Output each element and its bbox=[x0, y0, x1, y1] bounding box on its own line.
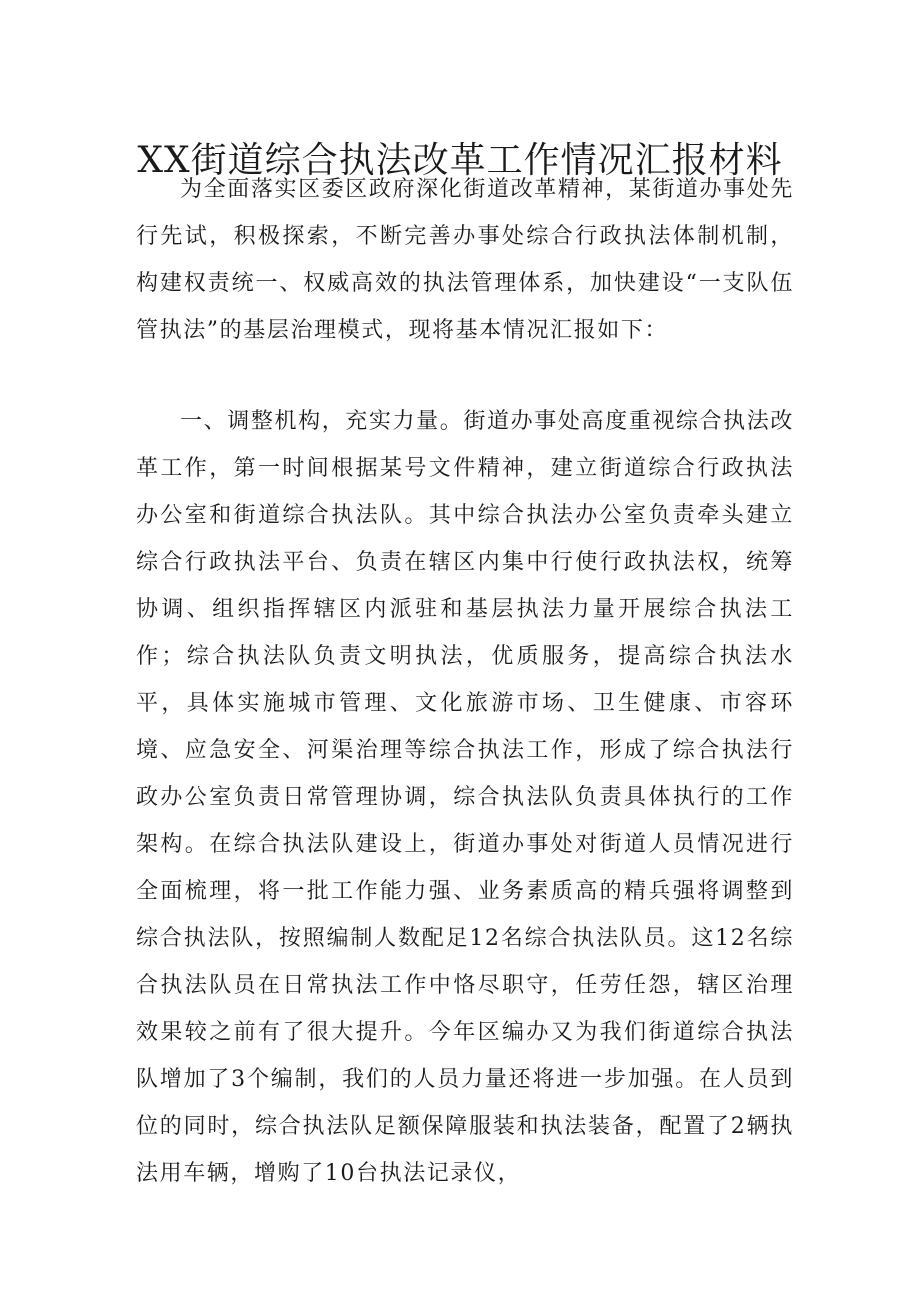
paragraph-intro: 为全面落实区委区政府深化街道改革精神，某街道办事处先行先试，积极探索，不断完善办事处综合行政执法体制机制，构建权责统一、权威高效的执法管理体系，加快建设“一支队伍管执法”的基层治理模式，现将基本情况汇报如下： bbox=[136, 177, 794, 343]
paragraph-section-1: 一、调整机构，充实力量。街道办事处高度重视综合执法改革工作，第一时间根据某号文件精神，建立街道综合行政执法办公室和街道综合执法队。其中综合执法办公室负责牵头建立综合行政执法平台、负责在辖区内集中行使行政执法权，统筹协调、组织指挥辖区内派驻和基层执法力量开展综合执法工作；综合执法队负责文明执法，优质服务，提高综合执法水平，具体实施城市管理、文化旅游市场、卫生健康、市容环境、应急安全、河渠治理等综合执法工作，形成了综合执法行政办公室负责日常管理协调，综合执法队负责具体执行的工作架构。在综合执法队建设上，街道办事处对街道人员情况进行全面梳理，将一批工作能力强、业务素质高的精兵强将调整到综合执法队，按照编制人数配足12名综合执法队员。这12名综合执法队员在日常执法工作中恪尽职守，任劳任怨，辖区治理效果较之前有了很大提升。今年区编办又为我们街道综合执法队增加了3个编制，我们的人员力量还将进一步加强。在人员到位的同时，综合执法队足额保障服装和执法装备，配置了2辆执法用车辆，增购了10台执法记录仪， bbox=[136, 409, 794, 1186]
document-title: XX街道综合执法改革工作情况汇报材料 bbox=[137, 140, 783, 181]
